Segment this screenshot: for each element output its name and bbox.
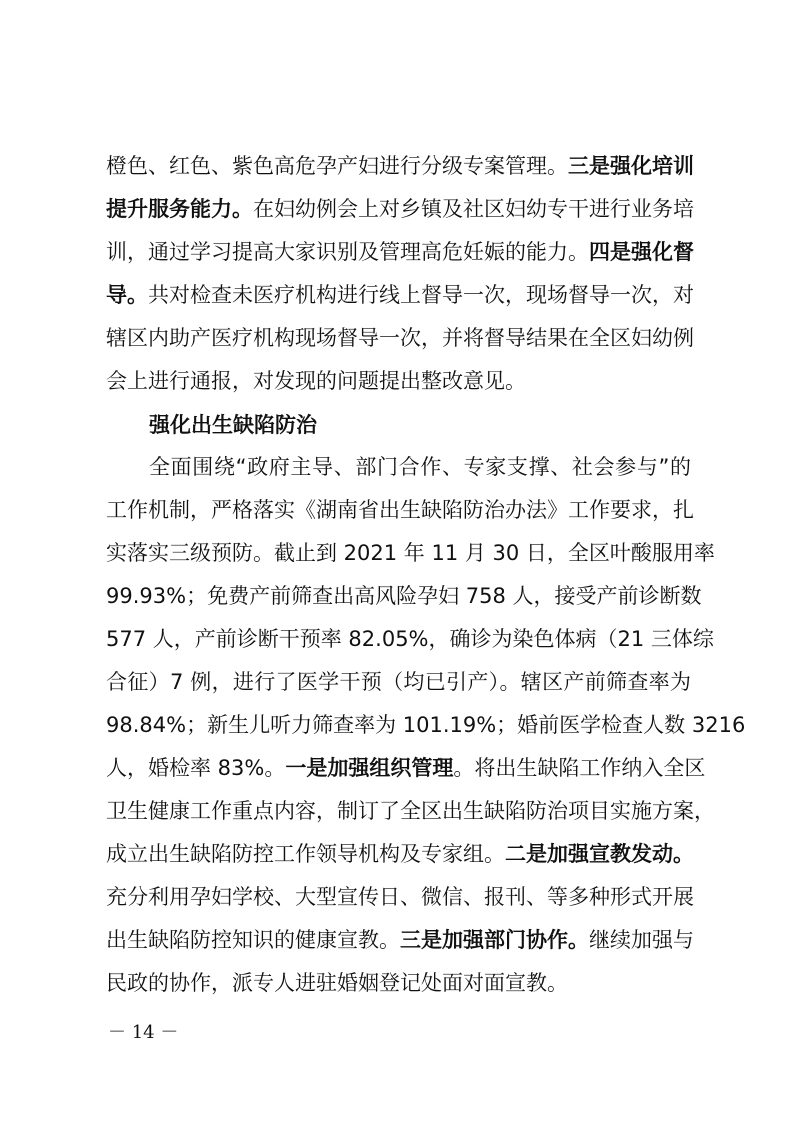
- paragraph-text: 实落实三级预防。截止到 2021 年 11 月 30 日，全区叶酸服用率: [106, 541, 715, 565]
- paragraph-text: 卫生健康工作重点内容，制订了全区出生缺陷防治项目实施方案，: [106, 799, 715, 823]
- paragraph-text: 成立出生缺陷防控工作领导机构及专家组。: [106, 842, 505, 866]
- paragraph-line: [106, 535, 715, 571]
- bold-emphasis: 二是加强宣教发动。: [505, 842, 694, 866]
- paragraph-text: 辖区内助产医疗机构现场督导一次，并将督导结果在全区妇幼例: [106, 326, 694, 350]
- paragraph-text: 全面围绕“政府主导、部门合作、专家支撑、社会参与”的: [149, 455, 691, 479]
- paragraph-text: 训，通过学习提高大家识别及管理高危妊娠的能力。: [106, 240, 589, 264]
- bold-emphasis: 提升服务能力。: [106, 197, 253, 221]
- paragraph-line: [106, 922, 694, 958]
- paragraph-line: [106, 363, 526, 399]
- paragraph-text: 民政的协作，派专人进驻婚姻登记处面对面宣教。: [106, 971, 568, 995]
- bold-emphasis: 三是加强部门协作。: [400, 928, 589, 952]
- paragraph-text: 工作机制，严格落实《湖南省出生缺陷防治办法》工作要求，扎: [106, 498, 694, 522]
- paragraph-line: [106, 793, 715, 829]
- paragraph-line: [106, 492, 694, 528]
- bold-emphasis: 四是强化督: [589, 240, 694, 264]
- paragraph-text: 人，婚检率 83%。: [106, 756, 286, 780]
- paragraph-text: 出生缺陷防控知识的健康宣教。: [106, 928, 400, 952]
- paragraph-text: 合征）7 例，进行了医学干预（均已引产）。辖区产前筛查率为: [106, 670, 691, 694]
- paragraph-text: 99.93%；免费产前筛查出高风险孕妇 758 人，接受产前诊断数: [106, 584, 702, 608]
- bold-emphasis: 导。: [106, 283, 148, 307]
- bold-emphasis: 三是强化培训: [568, 154, 694, 178]
- paragraph-line: [106, 191, 694, 227]
- paragraph-line: [106, 707, 746, 743]
- paragraph-line: [106, 836, 694, 872]
- paragraph-line: [106, 234, 694, 270]
- paragraph-line: [106, 621, 714, 657]
- paragraph-text: 充分利用孕妇学校、大型宣传日、微信、报刊、等多种形式开展: [106, 885, 694, 909]
- section-heading: 强化出生缺陷防治: [149, 413, 317, 437]
- paragraph-line: [106, 578, 702, 614]
- paragraph-text: 577 人，产前诊断干预率 82.05%，确诊为染色体病（21 三体综: [106, 627, 714, 651]
- paragraph-text: 98.84%；新生儿听力筛查率为 101.19%；婚前医学检查人数 3216: [106, 713, 746, 737]
- page-number: － 14 －: [108, 1022, 179, 1043]
- paragraph-line: [106, 750, 706, 786]
- paragraph-line: [106, 965, 568, 1001]
- paragraph-line: [106, 148, 694, 184]
- paragraph-text: 继续加强与: [589, 928, 694, 952]
- paragraph-text: 。将出生缺陷工作纳入全区: [453, 756, 706, 780]
- paragraph-line: [106, 320, 694, 356]
- paragraph-text: 共对检查未医疗机构进行线上督导一次，现场督导一次，对: [148, 283, 694, 307]
- paragraph-text: 在妇幼例会上对乡镇及社区妇幼专干进行业务培: [253, 197, 694, 221]
- bold-emphasis: 一是加强组织管理: [285, 756, 454, 780]
- paragraph-line: [149, 449, 691, 485]
- paragraph-text: 橙色、红色、紫色高危孕产妇进行分级专案管理。: [106, 154, 568, 178]
- paragraph-line: [106, 664, 691, 700]
- paragraph-line: [106, 879, 694, 915]
- paragraph-line: [106, 277, 694, 313]
- paragraph-text: 会上进行通报，对发现的问题提出整改意见。: [106, 369, 526, 393]
